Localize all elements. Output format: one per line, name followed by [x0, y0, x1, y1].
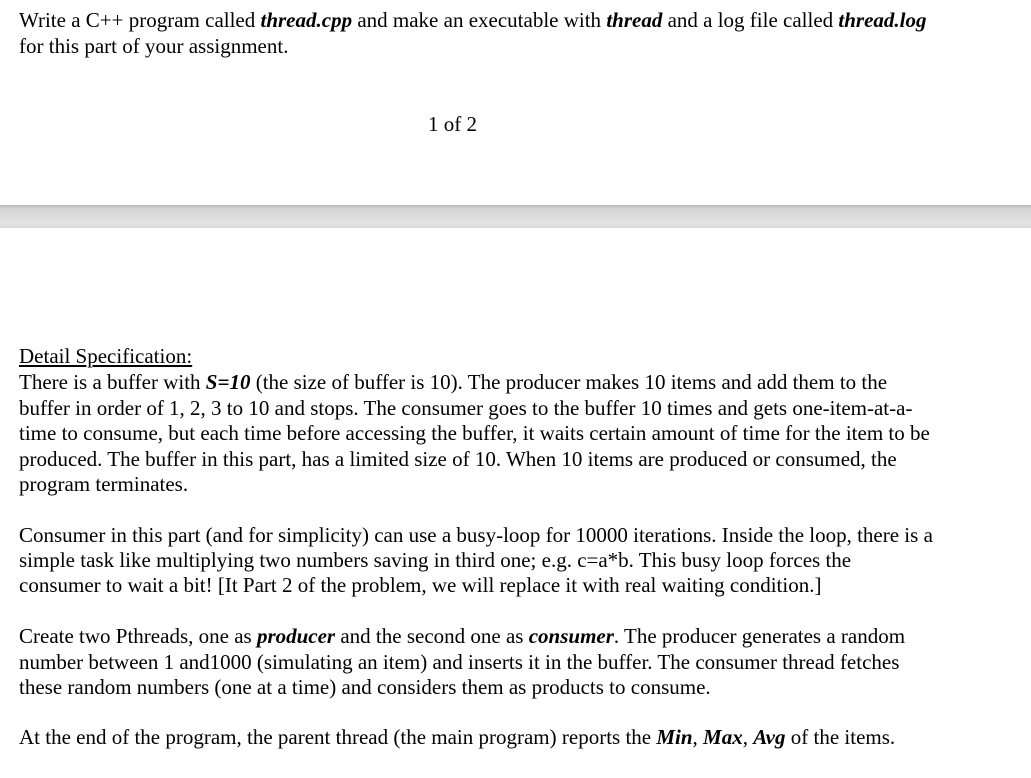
spec-p2-line-1: Consumer in this part (and for simplicity) can use a busy-loop for 10000 iterations. Inside the loop, there is a [19, 523, 933, 547]
spec-p3-line-2: number between 1 and1000 (simulating an item) and inserts it in the buffer. The consumer thread fetches [19, 650, 900, 674]
text-run: , [692, 725, 704, 749]
intro-line-1 [19, 8, 927, 33]
spec-p2-line-3: consumer to wait a bit! [It Part 2 of the problem, we will replace it with real waiting condition.] [19, 573, 822, 597]
max-term: Max [703, 725, 743, 749]
text-run: of the items. [785, 725, 896, 749]
filename-cpp: thread.cpp [260, 8, 353, 32]
text-run: Create two Pthreads, one as [19, 624, 257, 648]
section-heading: Detail Specification: [19, 344, 193, 368]
min-term: Min [656, 725, 693, 749]
spec-p2-line-2: simple task like multiplying two numbers saving in third one; e.g. c=a*b. This busy loop forces the [19, 548, 852, 572]
text-run: There is a buffer with [19, 370, 206, 394]
buffer-size-term: S=10 [205, 370, 251, 394]
producer-term: producer [256, 624, 336, 648]
spec-p4-line-1 [19, 725, 895, 750]
spec-p1-line-1 [19, 370, 887, 395]
consumer-term: consumer [528, 624, 614, 648]
text-run: (the size of buffer is 10). The producer makes 10 items and add them to the [250, 370, 888, 394]
text-run: and a log file called [662, 8, 839, 32]
spec-p1-line-4: produced. The buffer in this part, has a limited size of 10. When 10 items are produced or consumed, the [19, 447, 897, 471]
spec-p1-line-5: program terminates. [19, 472, 189, 496]
text-run: At the end of the program, the parent thread (the main program) reports the [19, 725, 657, 749]
text-run: , [742, 725, 754, 749]
text-run: . The producer generates a random [613, 624, 906, 648]
log-filename: thread.log [838, 8, 927, 32]
intro-line-2: for this part of your assignment. [19, 34, 289, 58]
avg-term: Avg [753, 725, 786, 749]
text-run: Write a C++ program called [19, 8, 261, 32]
spec-p3-line-3: these random numbers (one at a time) and considers them as products to consume. [19, 675, 711, 699]
page-number: 1 of 2 [428, 112, 477, 136]
text-run: and make an executable with [352, 8, 607, 32]
spec-p1-line-2: buffer in order of 1, 2, 3 to 10 and stops. The consumer goes to the buffer 10 times and gets one-item-at-a- [19, 396, 913, 420]
spec-p3-line-1 [19, 624, 905, 649]
executable-name: thread [606, 8, 663, 32]
text-run: and the second one as [335, 624, 529, 648]
page-break-gap [0, 205, 1031, 228]
spec-p1-line-3: time to consume, but each time before accessing the buffer, it waits certain amount of time for the item to be [19, 421, 930, 445]
